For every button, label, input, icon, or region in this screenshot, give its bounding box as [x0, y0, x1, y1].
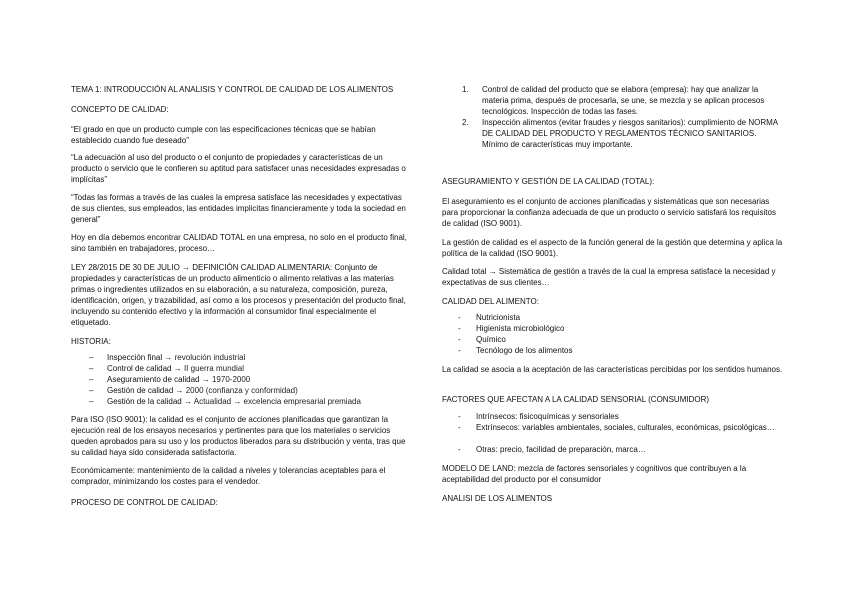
bullet: – [89, 364, 94, 373]
bullet: - [458, 423, 461, 432]
quote-3: “Todas las formas a través de las cuales la empresa satisface las necesidades y expectativas de sus clientes, sus empleados, las entidades implicitas financieramente y toda la sociedad en general” [71, 193, 406, 224]
economico-paragraph: Económicamente: mantenimiento de la calidad a niveles y tolerancias aceptables para el comprador, minimizando los costes para el vendedor. [71, 466, 386, 486]
bullet: – [89, 397, 94, 406]
bullet: – [89, 353, 94, 362]
iso-paragraph: Para ISO (ISO 9001): la calidad es el conjunto de acciones planificadas que garantizan la ejecución real de los ensayos necesarios y pertinentes para que los materiales o servicios queden aprobados para su uso y los productos liberados para su distribución y venta, tras que su calidad haya sido considerada satisfactoria. [71, 415, 406, 457]
bullet: – [89, 375, 94, 384]
sensorial-paragraph: La calidad se asocia a la aceptación de las características percibidas por los sentidos humanos. [442, 365, 783, 374]
aseguramiento-heading: ASEGURAMIENTO Y GESTIÓN DE LA CALIDAD (TOTAL): [442, 177, 655, 186]
item-text: Control de calidad del producto que se elabora (empresa): hay que analizar la materia prima, después de procesarla, se une, se mezcla y se aplican procesos tecnológicos. Inspección de todas las fases. [482, 85, 765, 116]
bullet: - [458, 412, 461, 421]
calidad-total-definition: Calidad total → Sistemática de gestión a través de la cual la empresa satisface la necesidad y expectativas de sus clientes… [442, 267, 776, 287]
document-title: TEMA 1: INTRODUCCIÓN AL ANALISIS Y CONTROL DE CALIDAD DE LOS ALIMENTOS [71, 85, 394, 94]
historia-heading: HISTORIA: [71, 337, 111, 346]
historia-detail: revolución industrial [174, 353, 246, 362]
bullet: - [458, 335, 461, 344]
arrow-icon: → [175, 386, 184, 395]
analisis-heading: ANALISI DE LOS ALIMENTOS [442, 494, 553, 503]
bullet: – [89, 386, 94, 395]
bullet: - [458, 445, 461, 454]
historia-label: Inspección final [107, 353, 163, 362]
historia-label: Gestión de calidad [107, 386, 174, 395]
calidad-alimento-heading: CALIDAD DEL ALIMENTO: [442, 297, 539, 306]
aseguramiento-paragraph: El aseguramiento es el conjunto de acciones planificadas y sistemáticas que son necesarias para proporcionar la confianza adecuada de que un producto o servicio satisfará los requisitos de calidad (ISO 9001). [442, 197, 776, 228]
list-item-text: Otras: precio, facilidad de preparación, marca… [476, 445, 646, 454]
bullet: - [458, 313, 461, 322]
historia-detail: Actualidad → excelencia empresarial premiada [193, 397, 361, 406]
historia-detail: II guerra mundial [183, 364, 244, 373]
modelo-land-paragraph: MODELO DE LAND: mezcla de factores sensoriales y cognitivos que contribuyen a la aceptabilidad del producto por el consumidor [442, 464, 747, 484]
arrow-icon: → [164, 353, 173, 362]
historia-label: Control de calidad [107, 364, 172, 373]
historia-label: Aseguramiento de calidad [107, 375, 200, 384]
list-item-text: Intrínsecos: fisicoquímicas y sensoriales [476, 412, 619, 421]
historia-detail: 2000 (confianza y conformidad) [185, 386, 298, 395]
list-item-text: Químico [476, 335, 506, 344]
bullet: - [458, 346, 461, 355]
item-number: 1. [462, 85, 469, 94]
list-item-text: Higienista microbiológico [476, 324, 565, 333]
arrow-icon: → [183, 397, 192, 406]
list-item-text: Extrínsecos: variables ambientales, sociales, culturales, económicas, psicológicas… [476, 423, 775, 432]
item-number: 2. [462, 118, 469, 127]
concepto-heading: CONCEPTO DE CALIDAD: [71, 105, 169, 114]
ley-paragraph: LEY 28/2015 DE 30 DE JULIO → DEFINICIÓN CALIDAD ALIMENTARIA: Conjunto de propiedades y características de un producto alimenticio o alimento relativas a las materias primas o ingredientes utilizados en su elaboración, a su naturaleza, composición, pureza, identificación, origen, y trazabilidad, así como a los procesos y presentación del producto final, incluyendo su contenido efectivo y la información al consumidor final especialmente el etiquetado. [71, 263, 406, 327]
historia-label: Gestión de la calidad [107, 397, 182, 406]
bullet: - [458, 324, 461, 333]
item-text: Inspección alimentos (evitar fraudes y riesgos sanitarios): cumplimiento de NORMA DE CALIDAD DEL PRODUCTO Y REGLAMENTOS TÉCNICO SANITARIOS. Mínimo de características muy importante. [482, 118, 778, 149]
list-item-text: Tecnólogo de los alimentos [476, 346, 573, 355]
historia-detail: 1970-2000 [211, 375, 251, 384]
arrow-icon: → [201, 375, 210, 384]
arrow-icon: → [173, 364, 182, 373]
quote-1: “El grado en que un producto cumple con las especificaciones técnicas que se habían establecido cuando fue deseado” [71, 125, 376, 145]
gestion-paragraph: La gestión de calidad es el aspecto de la función general de la gestión que determina y aplica la política de la calidad (ISO 9001). [442, 238, 783, 258]
calidad-total-paragraph: Hoy en día debemos encontrar CALIDAD TOTAL en una empresa, no solo en el producto final, sino también en trabajadores, proceso… [71, 233, 407, 253]
list-item-text: Nutricionista [476, 313, 521, 322]
quote-2: “La adecuación al uso del producto o el conjunto de propiedades y características de un producto o servicio que le confieren su aptitud para satisfacer unas necesidades expresadas o implícitas” [71, 153, 406, 184]
proceso-heading: PROCESO DE CONTROL DE CALIDAD: [71, 498, 218, 507]
factores-heading: FACTORES QUE AFECTAN A LA CALIDAD SENSORIAL (CONSUMIDOR) [442, 395, 710, 404]
